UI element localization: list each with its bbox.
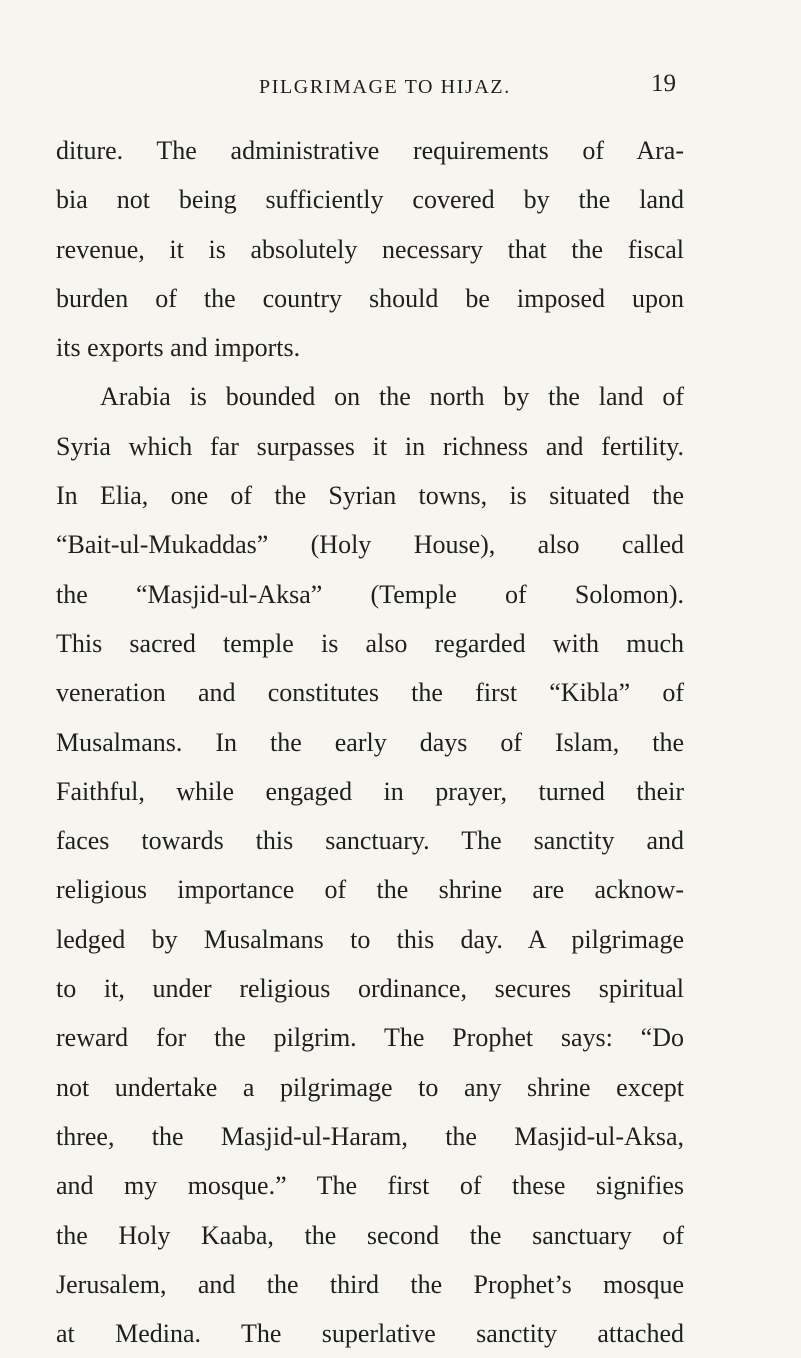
text-line: to it, under religious ordinance, secures spiritual: [56, 974, 684, 1004]
text-line: its exports and imports.: [56, 333, 301, 363]
text-line: Musalmans. In the early days of Islam, the: [56, 727, 684, 757]
text-line: “Bait-ul-Mukaddas” (Holy House), also called: [56, 530, 684, 560]
text-line: This sacred temple is also regarded with much: [56, 628, 684, 658]
text-line: Jerusalem, and the third the Prophet’s mosque: [56, 1269, 684, 1299]
text-line: revenue, it is absolutely necessary that the fiscal: [56, 234, 684, 264]
text-line: at Medina. The superlative sanctity attached: [56, 1319, 684, 1349]
text-line: Arabia is bounded on the north by the land of: [100, 382, 684, 412]
text-line: In Elia, one of the Syrian towns, is situated the: [56, 481, 684, 511]
running-head: [0, 72, 801, 102]
page-number: 19: [651, 70, 676, 97]
text-line: not undertake a pilgrimage to any shrine except: [56, 1072, 684, 1102]
text-line: the “Masjid-ul-Aksa” (Temple of Solomon).: [56, 579, 684, 609]
text-line: and my mosque.” The first of these signifies: [56, 1171, 684, 1201]
text-line: faces towards this sanctuary. The sanctity and: [56, 826, 684, 856]
text-line: Faithful, while engaged in prayer, turned their: [56, 776, 684, 806]
running-title: PILGRIMAGE TO HIJAZ.: [259, 76, 511, 98]
text-line: ledged by Musalmans to this day. A pilgrimage: [56, 924, 684, 954]
text-line: three, the Masjid-ul-Haram, the Masjid-ul-Aksa,: [56, 1121, 684, 1151]
text-line: reward for the pilgrim. The Prophet says: “Do: [56, 1023, 684, 1053]
text-line: Syria which far surpasses it in richness and fertility.: [56, 431, 684, 461]
body-text: [56, 126, 684, 1358]
text-line: bia not being sufficiently covered by the land: [56, 185, 684, 215]
text-line: religious importance of the shrine are acknow-: [56, 875, 684, 905]
text-line: the Holy Kaaba, the second the sanctuary of: [56, 1220, 684, 1250]
text-line: burden of the country should be imposed upon: [56, 283, 684, 313]
text-line: diture. The administrative requirements of Ara-: [56, 136, 684, 165]
text-line: veneration and constitutes the first “Kibla” of: [56, 678, 684, 708]
